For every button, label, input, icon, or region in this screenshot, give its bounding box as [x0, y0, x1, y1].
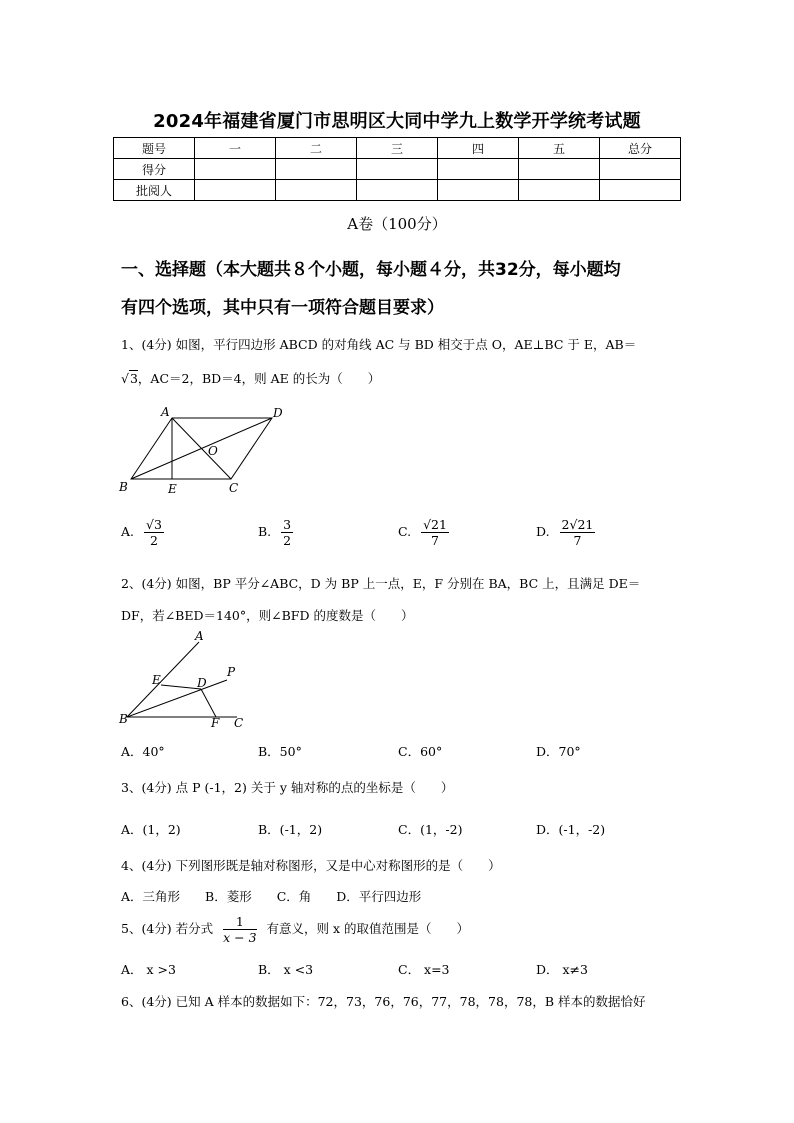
q5-option-c: C． x=3: [398, 962, 450, 977]
table-cell: 二: [276, 138, 357, 159]
table-cell: [276, 159, 357, 180]
table-cell: 批阅人: [114, 180, 195, 201]
q2-option-a: A．40°: [121, 744, 165, 759]
section-heading-line2: 有四个选项，其中只有一项符合题目要求）: [121, 298, 444, 318]
option-letter: B.: [258, 524, 272, 539]
label-f: F: [211, 716, 220, 730]
label-e: E: [152, 673, 161, 687]
label-a: A: [161, 405, 170, 419]
q1-stem-rest: ，AC＝2，BD＝4，则 AE 的长为（ ）: [137, 371, 381, 386]
fraction-denominator: x − 3: [223, 930, 257, 945]
table-cell: [276, 180, 357, 201]
q3-stem: 3、(4分) 点 P (-1，2) 关于 y 轴对称的点的坐标是（ ）: [121, 780, 454, 795]
q5-option-a: A． x >3: [121, 962, 176, 977]
label-a: A: [195, 629, 204, 643]
table-cell: 得分: [114, 159, 195, 180]
q5-suffix: 有意义，则 x 的取值范围是（ ）: [266, 921, 470, 936]
section-heading-line1: 一、选择题（本大题共８个小题，每小题４分，共32分，每小题均: [121, 260, 621, 280]
label-d: D: [197, 676, 207, 690]
fraction-numerator: 2√21: [561, 517, 594, 532]
table-cell: [195, 159, 276, 180]
table-row: [114, 159, 681, 180]
q3-option-c: C．(1，-2): [398, 822, 463, 837]
q2-angle-figure: [113, 628, 253, 732]
table-cell: 三: [357, 138, 438, 159]
label-o: O: [208, 444, 218, 458]
q5-option-b: B． x <3: [258, 962, 314, 977]
table-row: [114, 180, 681, 201]
q1-option-d: [536, 517, 595, 548]
label-e: E: [168, 482, 177, 496]
q1-stem-line2: √3，AC＝2，BD＝4，则 AE 的长为（ ）: [121, 371, 381, 386]
q4-stem: 4、(4分) 下列图形既是轴对称图形，又是中心对称图形的是（ ）: [121, 858, 501, 873]
q2-option-c: C．60°: [398, 744, 443, 759]
q5-option-d: D． x≠3: [536, 962, 588, 977]
table-cell: 一: [195, 138, 276, 159]
table-cell: 五: [519, 138, 600, 159]
q1-option-b: [258, 517, 293, 548]
q2-option-b: B．50°: [258, 744, 302, 759]
table-cell: [600, 159, 681, 180]
table-cell: [195, 180, 276, 201]
label-b: B: [119, 712, 128, 726]
q1-option-a: [121, 517, 164, 548]
option-letter: A.: [121, 524, 135, 539]
fraction-denominator: 7: [573, 533, 582, 548]
table-cell: 总分: [600, 138, 681, 159]
table-cell: 四: [438, 138, 519, 159]
label-d: D: [273, 406, 283, 420]
fraction-denominator: 2: [149, 533, 158, 548]
table-cell: [519, 180, 600, 201]
q2-stem-line2: DF，若∠BED＝140°，则∠BFD 的度数是（ ）: [121, 608, 414, 623]
q2-stem-line1: 2、(4分) 如图，BP 平分∠ABC，D 为 BP 上一点，E，F 分别在 BA，BC 上，且满足 DE＝: [121, 576, 641, 591]
table-cell: [519, 159, 600, 180]
label-c: C: [234, 716, 244, 730]
fraction-denominator: 7: [431, 533, 439, 548]
fraction-numerator: √3: [146, 517, 162, 532]
q1-sqrt-value: 3: [129, 371, 138, 386]
fraction-numerator: 3: [283, 517, 292, 532]
q1-parallelogram-figure: [113, 402, 293, 498]
q4-options: A．三角形 B．菱形 C．角 D．平行四边形: [121, 889, 422, 904]
score-table: [113, 137, 681, 201]
option-letter: D.: [536, 524, 550, 539]
q3-option-b: B．(-1，2): [258, 822, 323, 837]
q1-option-c: [398, 517, 449, 548]
table-cell: [357, 159, 438, 180]
fraction-numerator: 1: [223, 914, 256, 930]
q5-stem: [121, 914, 469, 945]
label-c: C: [229, 481, 239, 495]
table-cell: [357, 180, 438, 201]
q2-option-d: D．70°: [536, 744, 581, 759]
option-letter: C.: [398, 524, 412, 539]
q3-option-d: D．(-1，-2): [536, 822, 606, 837]
table-cell: [438, 180, 519, 201]
q5-prefix: 5、(4分) 若分式: [121, 921, 214, 936]
q3-option-a: A．(1，2): [121, 822, 181, 837]
fraction-numerator: √21: [423, 517, 447, 532]
label-b: B: [119, 480, 128, 494]
page-title: 2024年福建省厦门市思明区大同中学九上数学开学统考试题: [153, 111, 641, 132]
table-cell: [438, 159, 519, 180]
table-row: [114, 138, 681, 159]
label-p: P: [227, 665, 236, 679]
volume-heading: A卷（100分）: [347, 215, 447, 233]
q6-stem: 6、(4分) 已知 A 样本的数据如下：72，73，76，76，77，78，78，78，B 样本的数据恰好: [121, 994, 646, 1009]
fraction-denominator: 2: [283, 533, 292, 548]
table-cell: [600, 180, 681, 201]
q1-stem-line1: 1、(4分) 如图，平行四边形 ABCD 的对角线 AC 与 BD 相交于点 O，AE⊥BC 于 E，AB＝: [121, 337, 637, 352]
table-cell: 题号: [114, 138, 195, 159]
